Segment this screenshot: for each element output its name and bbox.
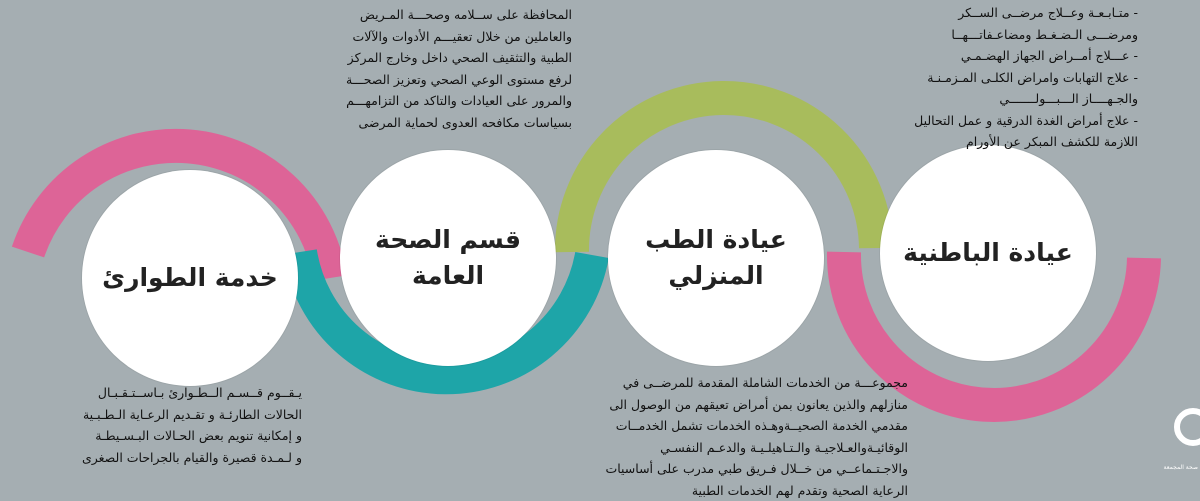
desc-line: الوقائيـةوالعـلاجيـة والـتـاهيلـيـة والدعـم النفسـي	[605, 437, 908, 459]
desc-line: مجموعـــة من الخدمات الشاملة المقدمة للمرضــى في	[605, 372, 908, 394]
desc-public-health	[346, 4, 572, 133]
title-public-health: قسم الصحة العامة	[353, 222, 543, 294]
desc-line: ومرضـــى الـضـغـط ومضاعـفاتـــهــا	[914, 24, 1138, 46]
circle-emergency	[82, 170, 298, 386]
circle-home-medicine	[608, 150, 824, 366]
desc-line: - متـابـعـة وعــلاج مرضــى الســكر	[914, 2, 1138, 24]
desc-line: و إمكانية تنويم بعض الحـالات البـسـيطـة	[82, 425, 302, 447]
desc-line: - علاج التهابات وامراض الكلـى المـزمـنـة	[914, 67, 1138, 89]
desc-line: الطبية والتثقيف الصحي داخل وخارج المركز	[346, 47, 572, 69]
logo-icon	[1172, 408, 1198, 498]
desc-internal-medicine	[914, 2, 1138, 153]
desc-line: - علاج أمراض الغدة الدرقية و عمل التحاليل	[914, 110, 1138, 132]
desc-line: يـقــوم قــسـم الــطـوارئ بـاســتـقـبـال	[82, 382, 302, 404]
desc-line: والاجـتـماعــي من خــلال فـريق طبي مدرب على أساسيات	[605, 458, 908, 480]
desc-line: الرعاية الصحية وتقدم لهم الخدمات الطبية	[605, 480, 908, 501]
logo-mark	[1174, 408, 1200, 446]
desc-line: والعاملين من خلال تعقيـــم الأدوات والآلات	[346, 26, 572, 48]
circle-public-health	[340, 150, 556, 366]
desc-line: المحافظة على ســلامه وصحـــة المـريض	[346, 4, 572, 26]
title-home-medicine: عيادة الطب المنزلي	[621, 222, 811, 294]
circle-internal-medicine	[880, 145, 1096, 361]
desc-line: اللازمة للكشف المبكر عن الأورام	[914, 131, 1138, 153]
desc-line: والجـهــــاز الـــبـــولـــــــي	[914, 88, 1138, 110]
desc-line: الحالات الطارئـة و تقـديم الرعـاية الـطـبـية	[82, 404, 302, 426]
title-internal-medicine: عيادة الباطنية	[893, 235, 1083, 271]
desc-line: و لـمـدة قصيرة والقيام بالجراحات الصغرى	[82, 447, 302, 469]
title-emergency: خدمة الطوارئ	[95, 260, 285, 296]
desc-line: بسياسات مكافحه العدوى لحماية المرضى	[346, 112, 572, 134]
desc-home-medicine	[605, 372, 908, 501]
desc-line: والمرور على العيادات والتاكد من التزامهـــم	[346, 90, 572, 112]
logo-caption: صحة المجمعة	[1163, 464, 1198, 472]
desc-line: - عـــلاج أمــراض الجهاز الهضـمـي	[914, 45, 1138, 67]
desc-line: منازلهم والذين يعانون بمن أمراض تعيقهم من الوصول الى	[605, 394, 908, 416]
desc-emergency	[82, 382, 302, 468]
desc-line: لرفع مستوى الوعي الصحي وتعزيز الصحـــة	[346, 69, 572, 91]
desc-line: مقدمي الخدمة الصحيــةوهـذه الخدمات تشمل الخدمــات	[605, 415, 908, 437]
